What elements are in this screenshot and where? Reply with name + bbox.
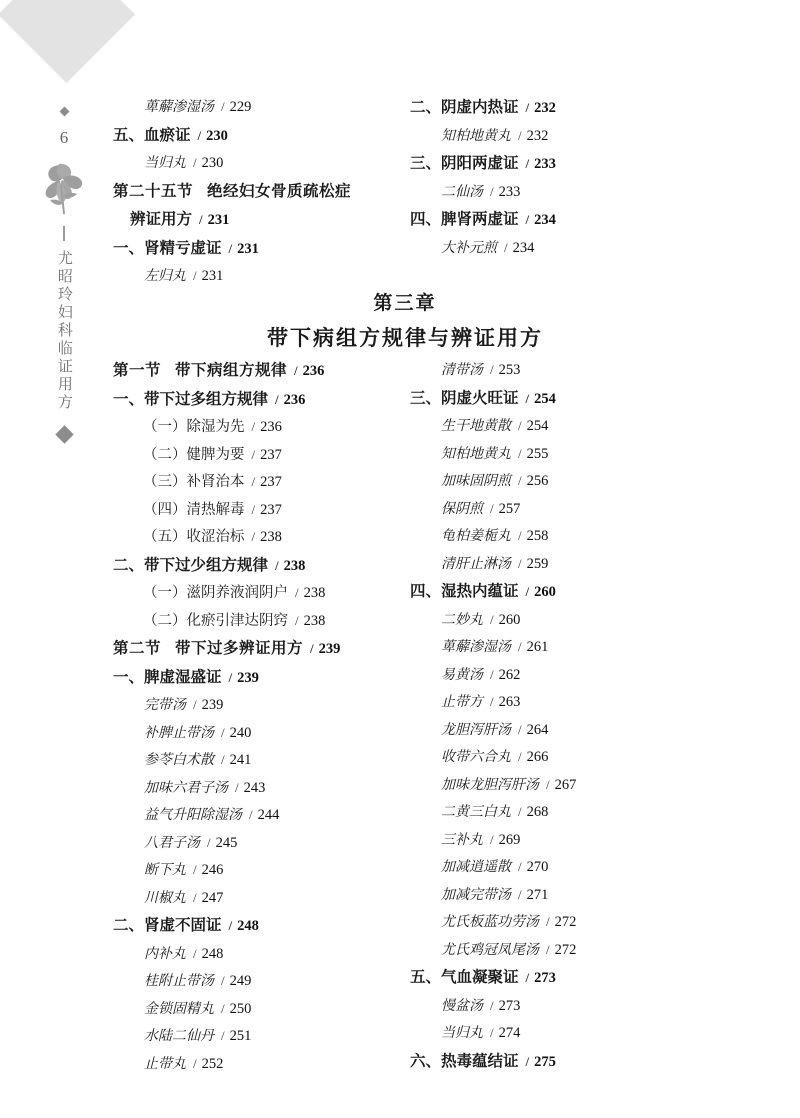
toc-entry-page: 237	[260, 474, 282, 490]
toc-entry-page: 249	[229, 973, 252, 989]
toc-entry-separator: /	[197, 127, 202, 143]
toc-entry[interactable]	[113, 100, 413, 115]
toc-entry[interactable]	[113, 781, 413, 796]
toc-entry[interactable]	[410, 474, 710, 489]
toc-entry-page: 254	[534, 390, 556, 407]
toc-entry-separator: /	[518, 127, 522, 143]
toc-entry-separator: /	[193, 889, 197, 905]
toc-entry-separator: /	[251, 419, 256, 434]
toc-entry-page: 253	[498, 362, 521, 378]
toc-entry-separator: /	[525, 212, 530, 227]
toc-entry-text: 止带丸	[144, 1055, 186, 1072]
toc-entry[interactable]	[113, 947, 413, 962]
toc-entry[interactable]	[113, 389, 413, 408]
toc-entry-text: 知柏地黄丸	[441, 127, 511, 144]
toc-entry-text: 参苓白术散	[144, 752, 214, 768]
toc-entry-text: 慢盆汤	[441, 997, 483, 1014]
toc-entry-text: 二妙丸	[441, 611, 483, 628]
toc-entry[interactable]	[410, 613, 710, 628]
toc-entry-text: 易黄汤	[441, 666, 483, 683]
toc-entry[interactable]	[113, 667, 413, 686]
toc-entry-page: 234	[512, 239, 535, 256]
toc-entry[interactable]	[410, 915, 710, 930]
toc-entry[interactable]	[113, 863, 413, 878]
toc-entry-separator: /	[490, 997, 494, 1013]
toc-entry-page: 232	[534, 100, 556, 116]
toc-entry-page: 244	[257, 807, 280, 823]
toc-entry[interactable]	[113, 1029, 413, 1044]
toc-entry-text: 水陆二仙丹	[144, 1028, 214, 1044]
toc-entry-text: 止带方	[441, 694, 483, 710]
page-number: 6	[59, 128, 69, 147]
toc-entry-text: 金锁固精丸	[144, 1000, 214, 1017]
toc-entry-page: 272	[554, 914, 577, 930]
toc-entry[interactable]	[113, 753, 413, 768]
toc-entry-text: 带下过多辨证用方	[175, 639, 304, 657]
toc-entry-separator: /	[251, 474, 256, 489]
toc-entry-page: 263	[498, 694, 521, 710]
toc-entry[interactable]	[410, 212, 710, 228]
toc-entry-text: 加减逍遥散	[441, 859, 511, 875]
toc-entry-page: 259	[526, 555, 549, 572]
flower-ornament-icon	[41, 162, 87, 216]
toc-entry-text: 益气升阳除湿汤	[144, 807, 242, 823]
toc-entry-page: 237	[260, 446, 282, 463]
running-head-sidebar	[40, 108, 88, 441]
toc-entry-separator: /	[221, 724, 225, 740]
toc-entry-separator: /	[518, 721, 522, 737]
toc-entry-separator: /	[221, 752, 225, 767]
toc-entry-separator: /	[193, 697, 197, 712]
toc-entry[interactable]	[410, 999, 710, 1014]
toc-entry-text: 保阴煎	[441, 500, 483, 517]
toc-entry-text: 二黄三白丸	[441, 804, 511, 820]
toc-entry-text: 尤氏鸡冠凤尾汤	[441, 941, 539, 958]
toc-entry-page: 236	[260, 419, 282, 435]
toc-entry-text: 二、带下过少组方规律	[113, 555, 269, 574]
toc-entry-page: 266	[526, 749, 549, 765]
toc-entry-page: 264	[526, 721, 549, 738]
toc-entry-page: 250	[229, 1000, 252, 1017]
toc-entry-page: 234	[534, 212, 556, 228]
toc-entry-page: 246	[201, 862, 224, 878]
toc-entry-page: 248	[237, 918, 259, 934]
toc-entry-separator: /	[193, 945, 197, 961]
toc-entry-text: 二、肾虚不固证	[113, 916, 222, 934]
toc-entry[interactable]	[113, 181, 413, 200]
toc-entry[interactable]	[113, 475, 413, 490]
toc-entry-separator: /	[193, 1055, 197, 1071]
toc-entry-text: 一、脾虚湿盛证	[113, 667, 222, 686]
toc-entry-separator: /	[207, 834, 211, 850]
toc-entry-page: 256	[526, 473, 549, 489]
toc-entry-separator: /	[490, 1025, 494, 1040]
toc-entry-page: 260	[534, 584, 556, 600]
toc-entry-text: 五、血瘀证	[113, 125, 191, 144]
toc-entry-separator: /	[221, 99, 225, 114]
toc-entry[interactable]	[113, 555, 413, 574]
toc-entry-text: 三、阴虚火旺证	[410, 388, 519, 407]
toc-entry-page: 231	[237, 240, 259, 257]
toc-entry[interactable]	[410, 185, 710, 200]
toc-entry-separator: /	[295, 585, 299, 600]
diamond-large-icon	[55, 425, 73, 443]
toc-entry-page: 230	[201, 155, 224, 171]
toc-entry-text: 完带汤	[144, 697, 186, 713]
toc-entry[interactable]	[113, 698, 413, 713]
toc-entry-page: 239	[201, 697, 224, 713]
toc-entry-text: 川椒丸	[144, 889, 186, 906]
toc-entry[interactable]	[410, 419, 710, 434]
toc-entry-separator: /	[221, 973, 225, 988]
toc-entry-separator: /	[193, 862, 197, 877]
chapter-title: 带下病组方规律与辨证用方	[267, 325, 543, 350]
toc-entry-separator: /	[310, 641, 314, 656]
toc-entry[interactable]	[113, 212, 413, 228]
toc-entry-separator: /	[490, 611, 494, 627]
toc-entry[interactable]	[410, 805, 710, 820]
toc-entry-text: 辨证用方	[130, 210, 193, 228]
toc-entry-separator: /	[490, 500, 494, 516]
toc-entry-page: 274	[498, 1025, 521, 1041]
triangle-corner-ornament	[0, 0, 135, 83]
toc-entry-separator: /	[251, 446, 256, 462]
toc-entry-page: 238	[303, 612, 326, 629]
toc-entry-separator: /	[525, 1053, 530, 1069]
toc-entry-separator: /	[518, 859, 522, 874]
toc-entry-label: 第二十五节	[113, 181, 194, 200]
toc-entry-separator: /	[490, 362, 494, 377]
toc-entry-separator: /	[228, 918, 233, 933]
toc-entry-text: 绝经妇女骨质疏松症	[207, 181, 352, 200]
toc-entry[interactable]	[410, 129, 710, 144]
toc-entry-page: 261	[526, 639, 549, 655]
toc-entry[interactable]	[410, 888, 710, 903]
toc-entry-page: 267	[554, 776, 577, 793]
toc-entry-page: 273	[498, 997, 521, 1014]
toc-entry-text: 尤氏板蓝功劳汤	[441, 914, 539, 930]
toc-entry[interactable]	[113, 808, 413, 823]
toc-entry-separator: /	[251, 501, 256, 517]
toc-entry-text: 五、气血凝聚证	[410, 968, 519, 986]
toc-entry-text: （一）除湿为先	[143, 419, 245, 435]
toc-entry-text: （五）收涩治标	[143, 529, 245, 545]
toc-entry-separator: /	[251, 529, 256, 544]
toc-entry-text: 当归丸	[441, 1025, 483, 1041]
toc-entry[interactable]	[410, 668, 710, 683]
toc-entry[interactable]	[410, 750, 710, 765]
toc-entry-text: 四、湿热内蕴证	[410, 582, 519, 600]
toc-entry[interactable]	[410, 640, 710, 655]
toc-entry-separator: /	[525, 970, 530, 985]
toc-entry-separator: /	[518, 418, 522, 433]
toc-entry-text: 补脾止带汤	[144, 724, 214, 741]
toc-entry[interactable]	[410, 557, 710, 572]
toc-entry-separator: /	[518, 886, 522, 902]
toc-entry-text: 加味固阴煎	[441, 473, 511, 489]
toc-entry-page: 236	[283, 391, 306, 408]
toc-entry[interactable]	[410, 529, 710, 544]
toc-entry-text: 生干地黄散	[441, 418, 511, 434]
toc-entry-page: 257	[498, 500, 521, 517]
toc-entry-separator: /	[235, 779, 239, 795]
toc-entry-separator: /	[228, 240, 233, 256]
toc-entry-separator: /	[295, 612, 299, 628]
toc-entry-text: 加减完带汤	[441, 886, 511, 903]
toc-entry-separator: /	[525, 156, 530, 171]
toc-entry-page: 241	[229, 752, 252, 768]
toc-entry-page: 229	[229, 99, 252, 115]
toc-column-left	[113, 363, 413, 1084]
toc-entry-page: 231	[207, 212, 230, 228]
toc-entry[interactable]	[410, 447, 710, 462]
toc-entry-separator: /	[221, 1028, 225, 1043]
toc-entry-page: 238	[303, 585, 326, 601]
toc-entry-separator: /	[490, 183, 494, 199]
toc-entry-page: 255	[526, 445, 549, 462]
toc-entry[interactable]	[410, 778, 710, 793]
toc-entry-text: 内补丸	[144, 945, 186, 962]
toc-entry[interactable]	[113, 503, 413, 518]
toc-entry-page: 233	[534, 156, 556, 172]
toc-entry[interactable]	[113, 448, 413, 463]
toc-entry[interactable]	[410, 1051, 710, 1070]
toc-entry-separator: /	[504, 239, 508, 255]
toc-entry-separator: /	[490, 831, 494, 847]
toc-entry-separator: /	[221, 1000, 225, 1016]
toc-entry-page: 231	[201, 268, 224, 284]
toc-entry[interactable]	[113, 1002, 413, 1017]
toc-entry[interactable]	[113, 420, 413, 435]
toc-entry-text: 左归丸	[144, 268, 186, 284]
toc-entry-separator: /	[199, 212, 203, 227]
toc-entry-text: 桂附止带汤	[144, 973, 214, 989]
toc-column-right-continuation	[410, 100, 710, 268]
toc-entry-separator: /	[525, 584, 530, 599]
toc-entry-text: 龙胆泻肝汤	[441, 721, 511, 738]
toc-entry-separator: /	[275, 557, 279, 573]
toc-entry-text: 萆薢渗湿汤	[441, 639, 511, 655]
toc-entry-text: 加味龙胆泻肝汤	[441, 776, 539, 793]
toc-entry-text: 萆薢渗湿汤	[144, 99, 214, 115]
toc-entry-page: 248	[201, 945, 224, 962]
toc-entry-separator: /	[518, 749, 522, 764]
toc-entry-text: 加味六君子汤	[144, 779, 228, 796]
toc-entry-page: 233	[498, 183, 521, 200]
toc-entry-page: 271	[526, 886, 549, 903]
toc-entry-text: 三补丸	[441, 831, 483, 848]
toc-entry-page: 230	[206, 127, 228, 144]
toc-entry[interactable]	[113, 269, 413, 284]
toc-entry-separator: /	[518, 528, 522, 543]
toc-entry-page: 272	[554, 941, 577, 958]
toc-entry-text: 当归丸	[144, 155, 186, 171]
toc-entry-page: 254	[526, 418, 549, 434]
toc-entry-label: 第二节	[113, 639, 162, 657]
toc-entry[interactable]	[410, 695, 710, 710]
toc-entry-page: 252	[201, 1055, 224, 1072]
toc-entry[interactable]	[410, 970, 710, 986]
toc-entry-page: 237	[260, 501, 282, 518]
toc-entry[interactable]	[410, 388, 710, 407]
toc-entry-separator: /	[294, 363, 298, 378]
toc-entry-text: 三、阴阳两虚证	[410, 154, 519, 172]
toc-entry-separator: /	[518, 473, 522, 488]
toc-entry-separator: /	[490, 666, 494, 682]
toc-entry[interactable]	[410, 363, 710, 378]
toc-entry-separator: /	[193, 155, 197, 170]
toc-entry[interactable]	[113, 918, 413, 934]
toc-entry-page: 260	[498, 611, 521, 628]
toc-entry-text: 大补元煎	[441, 239, 497, 256]
toc-entry-text: 断下丸	[144, 862, 186, 878]
toc-entry-text: （二）化瘀引津达阴窍	[143, 612, 288, 629]
toc-entry-page: 236	[302, 363, 325, 379]
toc-entry[interactable]	[410, 1026, 710, 1041]
toc-entry-text: （四）清热解毒	[143, 501, 245, 518]
toc-entry-separator: /	[518, 639, 522, 654]
toc-entry[interactable]	[410, 860, 710, 875]
toc-entry[interactable]	[410, 100, 710, 116]
toc-entry-page: 238	[260, 529, 282, 545]
toc-entry[interactable]	[113, 726, 413, 741]
toc-entry[interactable]	[410, 943, 710, 958]
toc-entry-separator: /	[518, 445, 522, 461]
toc-entry[interactable]	[113, 363, 413, 379]
chapter-number: 第三章	[373, 292, 437, 314]
toc-entry-text: 清带汤	[441, 362, 483, 378]
toc-entry-text: 一、肾精亏虚证	[113, 238, 222, 257]
toc-entry-page: 268	[526, 804, 549, 820]
toc-entry-text: 八君子汤	[144, 834, 200, 851]
toc-entry-separator: /	[525, 390, 530, 406]
running-head-title: 尤昭玲妇科临证用方	[55, 250, 74, 412]
toc-entry-page: 251	[229, 1028, 252, 1044]
toc-entry-text: 带下病组方规律	[175, 361, 288, 379]
toc-entry-page: 243	[243, 779, 266, 796]
toc-entry-text: 二仙汤	[441, 183, 483, 200]
toc-entry-separator: /	[546, 914, 550, 929]
toc-entry-text: 清肝止淋汤	[441, 555, 511, 572]
toc-entry[interactable]	[410, 584, 710, 600]
toc-entry-text: 知柏地黄丸	[441, 445, 511, 462]
toc-entry-page: 275	[534, 1053, 556, 1070]
toc-entry-text: （一）滋阴养液润阴户	[143, 585, 288, 601]
toc-column-right	[410, 363, 710, 1082]
toc-entry[interactable]	[113, 641, 413, 657]
toc-entry[interactable]	[410, 833, 710, 848]
toc-entry[interactable]	[113, 238, 413, 257]
toc-column-left-continuation	[113, 100, 413, 297]
toc-entry-separator: /	[546, 941, 550, 957]
toc-entry[interactable]	[113, 891, 413, 906]
vertical-rule-icon	[63, 226, 65, 241]
toc-entry-separator: /	[546, 776, 550, 792]
toc-entry-separator: /	[249, 807, 253, 822]
toc-entry[interactable]	[410, 723, 710, 738]
toc-entry-page: 245	[215, 834, 238, 851]
toc-entry-page: 239	[318, 641, 341, 657]
chapter-heading	[110, 288, 700, 352]
toc-entry-page: 240	[229, 724, 252, 741]
toc-entry[interactable]	[113, 530, 413, 545]
toc-entry-separator: /	[275, 391, 279, 407]
toc-entry[interactable]	[113, 836, 413, 851]
toc-entry[interactable]	[113, 125, 413, 144]
diamond-small-icon	[59, 107, 69, 117]
toc-entry-page: 238	[283, 557, 306, 574]
toc-entry-separator: /	[228, 669, 233, 685]
toc-entry-text: （二）健脾为要	[143, 446, 245, 463]
toc-entry[interactable]	[113, 156, 413, 171]
toc-entry-text: 收带六合丸	[441, 749, 511, 765]
toc-entry-text: 六、热毒蕴结证	[410, 1051, 519, 1070]
toc-entry[interactable]	[113, 614, 413, 629]
toc-entry-page: 258	[526, 528, 549, 544]
toc-entry-separator: /	[490, 694, 494, 709]
toc-entry[interactable]	[113, 1057, 413, 1072]
toc-entry[interactable]	[410, 502, 710, 517]
toc-entry[interactable]	[113, 974, 413, 989]
toc-entry-separator: /	[525, 100, 530, 115]
toc-entry-page: 262	[498, 666, 521, 683]
toc-entry-separator: /	[193, 268, 197, 283]
toc-entry[interactable]	[410, 156, 710, 172]
toc-entry-page: 232	[526, 127, 549, 144]
toc-entry[interactable]	[410, 241, 710, 256]
toc-entry-page: 269	[498, 831, 521, 848]
toc-entry[interactable]	[113, 586, 413, 601]
toc-entry-text: 四、脾肾两虚证	[410, 210, 519, 228]
toc-entry-text: 一、带下过多组方规律	[113, 389, 269, 408]
toc-entry-separator: /	[518, 804, 522, 819]
toc-entry-text: 龟柏姜栀丸	[441, 528, 511, 544]
toc-entry-page: 247	[201, 889, 224, 906]
toc-entry-page: 273	[534, 970, 556, 986]
toc-entry-text: （三）补肾治本	[143, 474, 245, 490]
toc-entry-page: 239	[237, 669, 259, 686]
toc-entry-label: 第一节	[113, 361, 162, 379]
toc-entry-text: 二、阴虚内热证	[410, 98, 519, 116]
toc-entry-separator: /	[518, 555, 522, 571]
toc-entry-page: 270	[526, 859, 549, 875]
